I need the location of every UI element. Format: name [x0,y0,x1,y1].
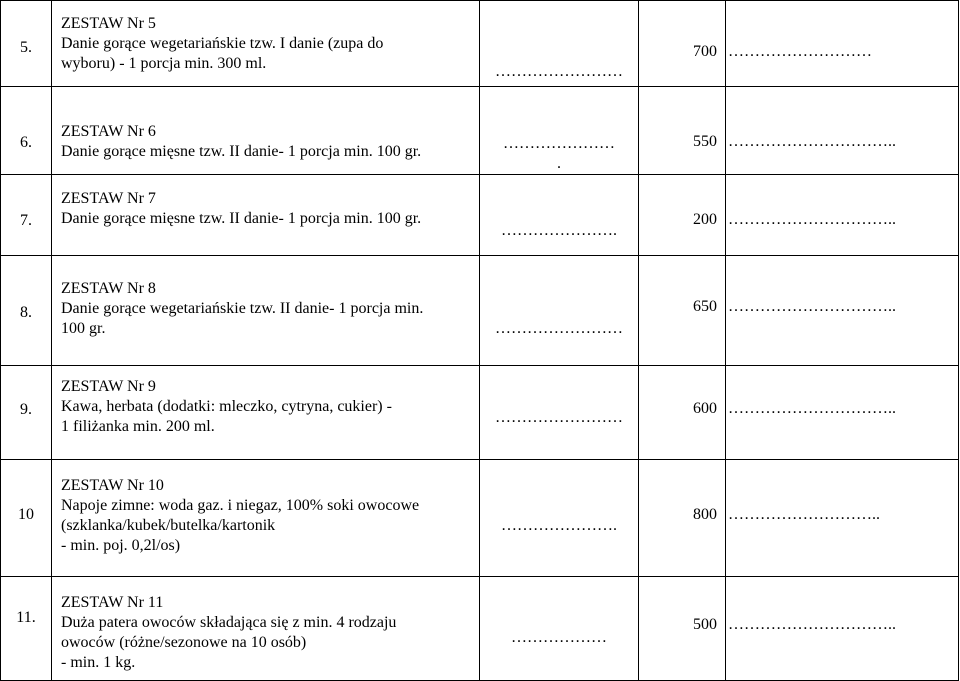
description-cell [52,460,480,577]
set-title: ZESTAW Nr 7 [61,190,156,207]
quantity-value: 800 [693,506,717,523]
price-placeholder: …………………… [495,320,623,337]
set-title: ZESTAW Nr 10 [61,477,164,494]
description-cell [52,87,480,175]
total-placeholder: ………………………….. [728,616,896,633]
row-number: 5. [20,39,32,56]
quantity-value: 200 [693,211,717,228]
set-title: ZESTAW Nr 5 [61,15,156,32]
price-placeholder-cell [480,1,639,87]
quantity-cell [639,175,726,256]
description-cell [52,256,480,366]
description-line: Danie gorące wegetariańskie tzw. II danie- 1 porcja min. [61,300,424,317]
total-placeholder-cell [726,366,959,460]
description-line: - min. 1 kg. [61,654,136,671]
quantity-value: 650 [693,298,717,315]
table-row [1,175,959,256]
set-title: ZESTAW Nr 6 [61,123,156,140]
quantity-cell [639,256,726,366]
total-placeholder: ………………………….. [728,211,896,228]
set-title: ZESTAW Nr 9 [61,378,156,395]
description-line: Danie gorące mięsne tzw. II danie- 1 porcja min. 100 gr. [61,210,422,227]
description-cell [52,1,480,87]
description-cell [52,577,480,681]
price-placeholder: ………………… [503,135,615,152]
total-placeholder: ………………………….. [728,400,896,417]
quantity-value: 700 [693,43,717,60]
total-placeholder: ……………………….. [728,506,880,523]
total-placeholder: ………………………….. [728,133,896,150]
total-placeholder-cell [726,1,959,87]
set-title: ZESTAW Nr 11 [61,594,164,611]
quantity-cell [639,366,726,460]
total-placeholder: ……………………… [728,43,872,60]
table-row [1,1,959,87]
price-placeholder-cell [480,175,639,256]
quantity-value: 500 [693,616,717,633]
quantity-cell [639,87,726,175]
table-row [1,366,959,460]
description-cell [52,175,480,256]
row-number-cell [1,1,52,87]
description-line: (szklanka/kubek/butelka/kartonik [61,517,276,534]
price-placeholder-cell [480,87,639,175]
price-placeholder-cell [480,460,639,577]
row-number-cell [1,256,52,366]
row-number: 8. [20,304,32,321]
total-placeholder-cell [726,256,959,366]
table-row [1,256,959,366]
table-row [1,577,959,681]
price-placeholder: . [557,155,561,172]
price-placeholder: …………………. [501,517,617,534]
price-placeholder: …………………… [495,409,623,426]
price-placeholder: …………………… [495,63,623,80]
description-line: Danie gorące mięsne tzw. II danie- 1 porcja min. 100 gr. [61,143,422,160]
row-number-cell [1,577,52,681]
description-line: - min. poj. 0,2l/os) [61,537,181,554]
description-line: owoców (różne/sezonowe na 10 osób) [61,634,307,651]
total-placeholder: ………………………….. [728,298,896,315]
table-row [1,87,959,175]
price-placeholder: ……………… [511,629,607,646]
description-line: Kawa, herbata (dodatki: mleczko, cytryna, cukier) - [61,398,392,415]
description-line: Duża patera owoców składająca się z min. 4 rodzaju [61,614,397,631]
price-placeholder-cell [480,366,639,460]
description-cell [52,366,480,460]
description-line: wyboru) - 1 porcja min. 300 ml. [61,55,267,72]
row-number: 11. [16,609,36,626]
row-number: 6. [20,134,32,151]
quantity-cell [639,577,726,681]
total-placeholder-cell [726,175,959,256]
description-line: 100 gr. [61,320,106,337]
quantity-value: 600 [693,400,717,417]
price-placeholder-cell [480,577,639,681]
row-number: 9. [20,401,32,418]
price-placeholder: …………………. [501,222,617,239]
row-number-cell [1,460,52,577]
description-line: Napoje zimne: woda gaz. i niegaz, 100% soki owocowe [61,497,420,514]
quantity-cell [639,1,726,87]
description-line: Danie gorące wegetariańskie tzw. I danie (zupa do [61,35,384,52]
row-number-cell [1,366,52,460]
quantity-cell [639,460,726,577]
set-title: ZESTAW Nr 8 [61,280,156,297]
total-placeholder-cell [726,577,959,681]
price-placeholder-cell [480,256,639,366]
row-number-cell [1,175,52,256]
row-number: 7. [20,212,32,229]
row-number: 10 [18,506,34,523]
total-placeholder-cell [726,87,959,175]
description-line: 1 filiżanka min. 200 ml. [61,418,215,435]
total-placeholder-cell [726,460,959,577]
table-row [1,460,959,577]
quantity-value: 550 [693,133,717,150]
row-number-cell [1,87,52,175]
